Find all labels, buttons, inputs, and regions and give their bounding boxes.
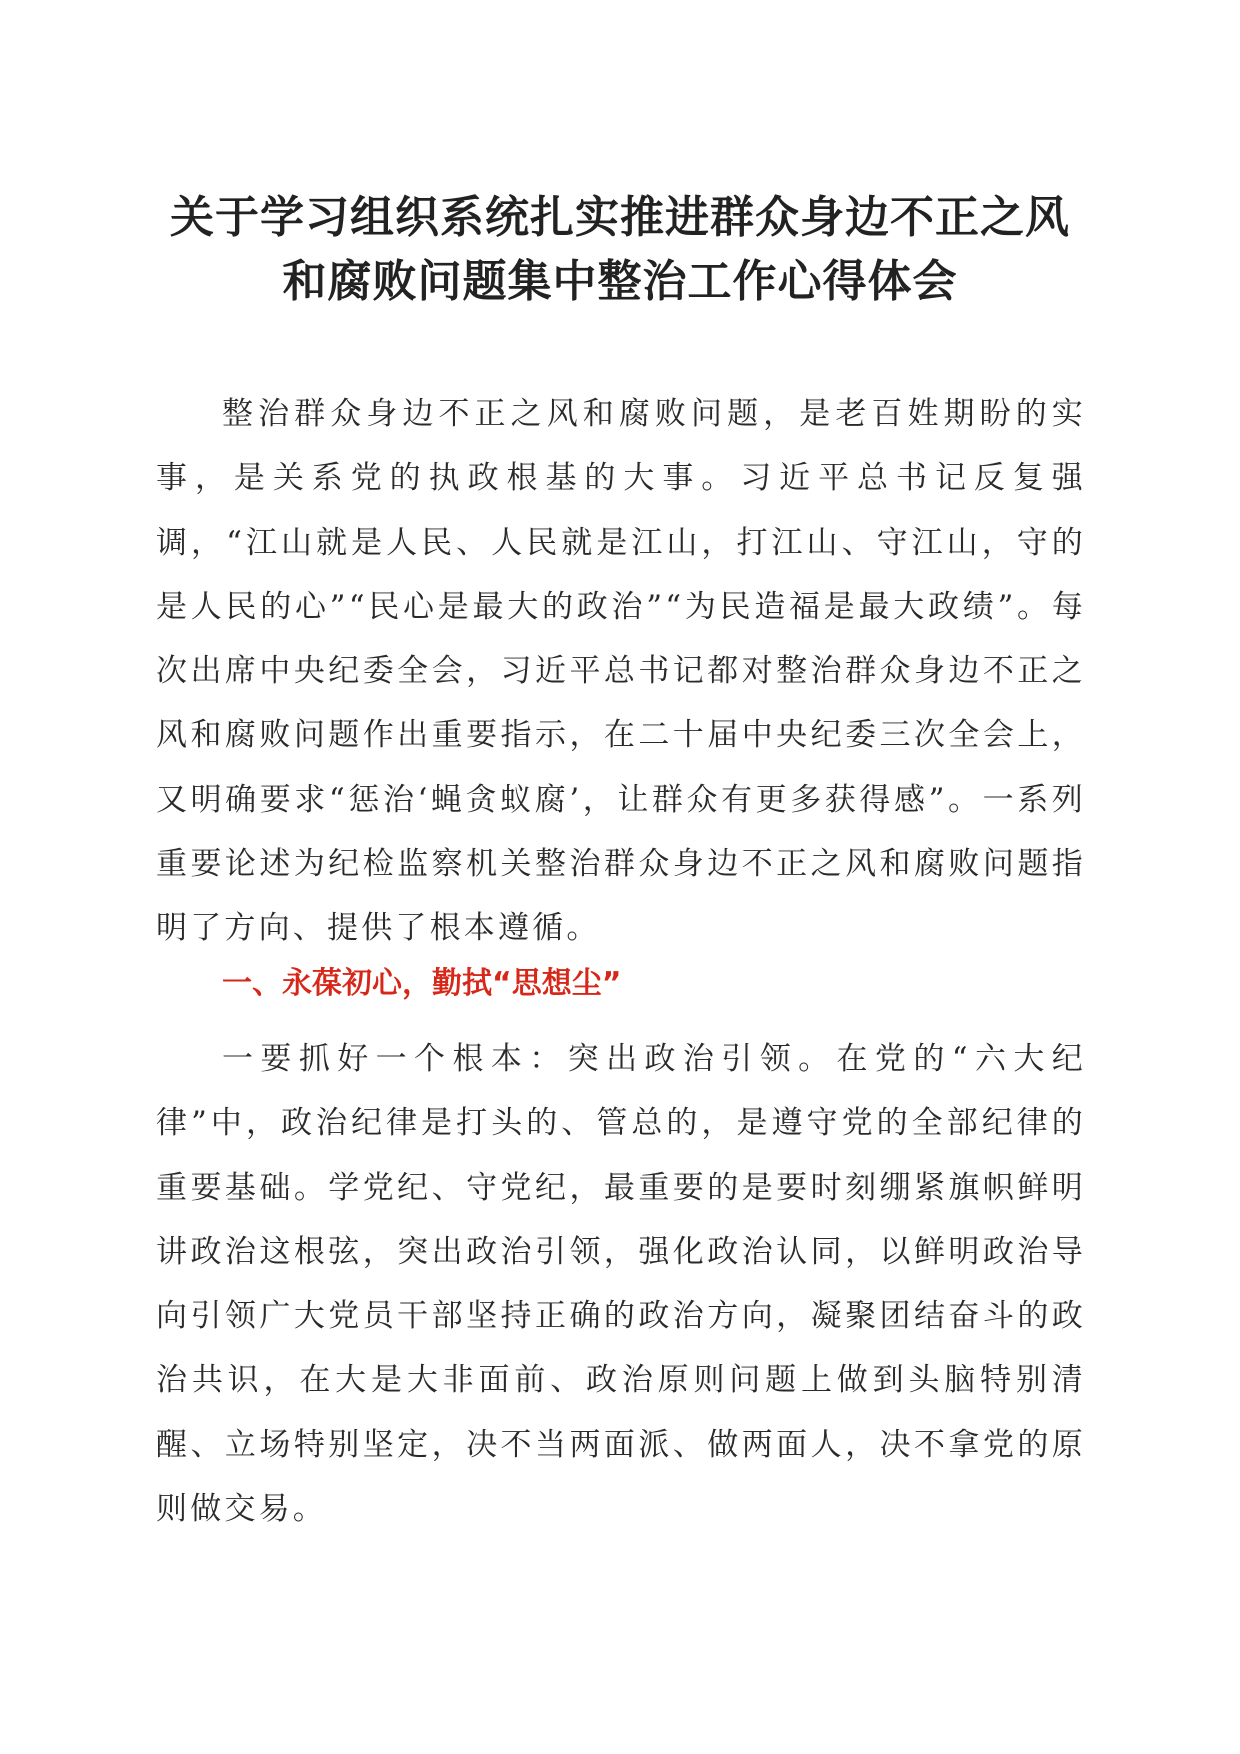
intro-paragraph: 整治群众身边不正之风和腐败问题，是老百姓期盼的实事，是关系党的执政根基的大事。习近平总书记反复强调，“江山就是人民、人民就是江山，打江山、守江山，守的是人民的心”“民心是最大的政治”“为民造福是最大政绩”。每次出席中央纪委全会，习近平总书记都对整治群众身边不正之风和腐败问题作出重要指示，在二十届中央纪委三次全会上，又明确要求“惩治‘蝇贪蚁腐’，让群众有更多获得感”。一系列重要论述为纪检监察机关整治群众身边不正之风和腐败问题指明了方向、提供了根本遵循。 — [156, 396, 1086, 947]
title-line-1: 关于学习组织系统扎实推进群众身边不正之风 — [170, 192, 1070, 243]
document-title — [140, 186, 1100, 314]
section-1-paragraph: 一要抓好一个根本：突出政治引领。在党的“六大纪律”中，政治纪律是打头的、管总的，是遵守党的全部纪律的重要基础。学党纪、守党纪，最重要的是要时刻绷紧旗帜鲜明讲政治这根弦，突出政治引领，强化政治认同，以鲜明政治导向引领广大党员干部坚持正确的政治方向，凝聚团结奋斗的政治共识，在大是大非面前、政治原则问题上做到头脑特别清醒、立场特别坚定，决不当两面派、做两面人，决不拿党的原则做交易。 — [156, 1041, 1086, 1528]
section-1-heading: 一、永葆初心，勤拭“思想尘” — [222, 966, 622, 1001]
title-line-2: 和腐败问题集中整治工作心得体会 — [282, 256, 958, 307]
